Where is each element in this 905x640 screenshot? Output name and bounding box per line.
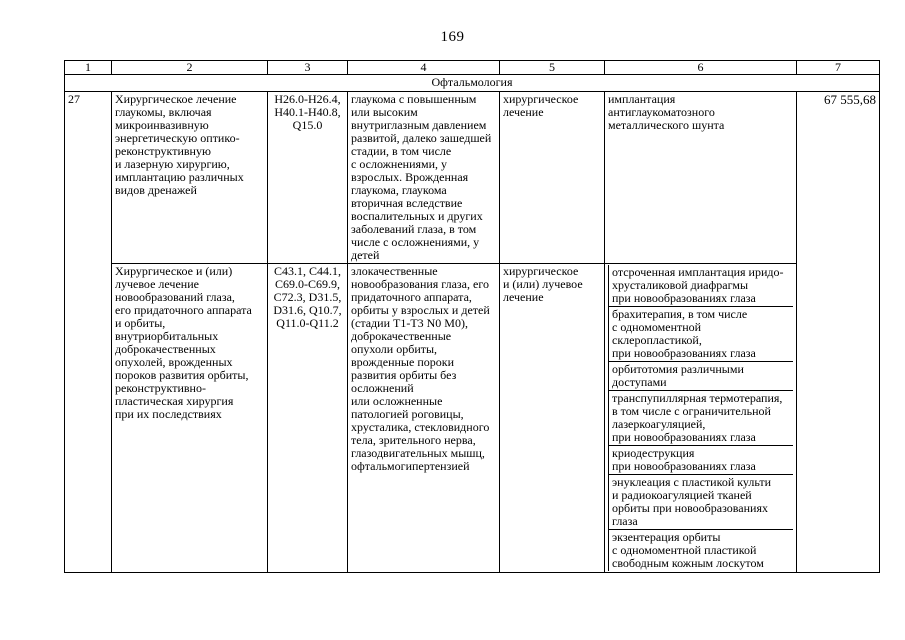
header-col-2: 2 (112, 61, 268, 75)
text-line: и (или) лучевое (503, 277, 583, 291)
treatment-kind-cell (500, 92, 605, 264)
patient-model-cell (348, 92, 500, 264)
text-line: C72.3, D31.5, (273, 290, 342, 304)
text-line: глаукома, глаукома (351, 183, 447, 197)
text-line: заболеваний глаза, в том (351, 222, 477, 236)
text-line: опухолей, врожденных (115, 355, 233, 369)
text-line: осложнений (351, 381, 414, 395)
text-line: новообразования глаза, его (351, 277, 489, 291)
text-line: реконструктивно- (115, 381, 206, 395)
text-line: Q11.0-Q11.2 (276, 316, 339, 330)
text-line: числе с осложнениями, у (351, 235, 480, 249)
text-line: развития орбиты без (351, 368, 457, 382)
text-line: криодеструкция (612, 446, 695, 460)
page-number: 169 (440, 29, 465, 45)
text-line: лечение (503, 290, 544, 304)
text-line: C43.1, C44.1, (273, 264, 341, 278)
text-line: Q15.0 (292, 118, 323, 132)
text-line: при новообразованиях глаза (612, 291, 756, 305)
text-line: глаукома с повышенным (351, 92, 477, 106)
text-line: с одномоментной (612, 320, 702, 334)
text-line: новообразований глаза, (115, 290, 235, 304)
text-line: доброкачественные (351, 329, 452, 343)
price-cell: 67 555,68 (797, 92, 880, 573)
icd-codes-cell (268, 264, 348, 573)
text-line: внутриглазным давлением (351, 118, 487, 132)
text-line: H26.0-H26.4, (274, 92, 341, 106)
method-item (608, 475, 793, 530)
text-line: видов дренажей (115, 183, 197, 197)
text-line: лучевое лечение (115, 277, 199, 291)
text-line: хрусталика, стекловидного (351, 420, 490, 434)
text-line: и лазерную хирургию, (115, 157, 230, 171)
method-item (608, 362, 793, 391)
text-line: взрослых. Врожденная (351, 170, 469, 184)
treatment-kind-cell (500, 264, 605, 573)
procedures-table (64, 60, 880, 573)
treatment-methods-list (605, 264, 797, 573)
text-line: брахитерапия, в том числе (612, 307, 748, 321)
text-line: склеропластикой, (612, 333, 702, 347)
text-line: микроинвазивную (115, 118, 209, 132)
text-line: с осложнениями, у (351, 157, 448, 171)
text-line: развитой, далеко зашедшей (351, 131, 492, 145)
text-line: H40.1-H40.8, (274, 105, 341, 119)
text-line: при их последствиях (115, 407, 222, 421)
text-line: орбиты у взрослых и детей (351, 303, 490, 317)
treatment-method-cell (605, 92, 797, 264)
header-col-5: 5 (500, 61, 605, 75)
section-row (65, 75, 880, 92)
text-line: экзентерация орбиты (612, 530, 721, 544)
header-row (65, 61, 880, 75)
text-line: врожденные пороки (351, 355, 454, 369)
text-line: отсроченная имплантация иридо- (612, 265, 784, 279)
header-col-7: 7 (797, 61, 880, 75)
table-row (65, 264, 880, 573)
text-line: энуклеация с пластикой культи (612, 475, 772, 489)
text-line: патологией роговицы, (351, 407, 464, 421)
text-line: имплантацию различных (115, 170, 244, 184)
icd-codes-cell (268, 92, 348, 264)
text-line: его придаточного аппарата (115, 303, 252, 317)
header-col-1: 1 (65, 61, 112, 75)
text-line: или высоким (351, 105, 418, 119)
text-line: орбиты при новообразованиях (612, 501, 768, 515)
text-line: и орбиты, (115, 316, 166, 330)
text-line: вторичная вследствие (351, 196, 463, 210)
text-line: свободным кожным лоскутом (612, 556, 764, 570)
text-line: хирургическое (503, 92, 579, 106)
text-line: антиглаукоматозного (608, 105, 715, 119)
text-line: детей (351, 248, 380, 262)
text-line: с одномоментной пластикой (612, 543, 757, 557)
text-line: при новообразованиях глаза (612, 459, 756, 473)
method-item (608, 391, 793, 446)
text-line: пороков развития орбиты, (115, 368, 249, 382)
section-title: Офтальмология (65, 75, 880, 92)
text-line: офтальмогипертензией (351, 459, 470, 473)
text-line: энергетическую оптико- (115, 131, 240, 145)
text-line: стадии, в том числе (351, 144, 452, 158)
text-line: глаза (612, 514, 638, 528)
text-line: придаточного аппарата, (351, 290, 472, 304)
text-line: доброкачественных (115, 342, 216, 356)
method-item (608, 530, 793, 571)
row-number: 27 (65, 92, 112, 573)
patient-model-cell (348, 264, 500, 573)
text-line: D31.6, Q10.7, (273, 303, 342, 317)
text-line: внутриорбитальных (115, 329, 219, 343)
text-line: глазодвигательных мышц, (351, 446, 485, 460)
treatment-type-cell (112, 92, 268, 264)
text-line: пластическая хирургия (115, 394, 234, 408)
table-row (65, 92, 880, 264)
header-col-6: 6 (605, 61, 797, 75)
text-line: опухоли орбиты, (351, 342, 438, 356)
text-line: тела, зрительного нерва, (351, 433, 476, 447)
text-line: имплантация (608, 92, 676, 106)
text-line: в том числе с ограничительной (612, 404, 771, 418)
method-item (608, 265, 793, 307)
text-line: Хирургическое и (или) (115, 264, 233, 278)
text-line: хирургическое (503, 264, 579, 278)
text-line: при новообразованиях глаза (612, 430, 756, 444)
text-line: воспалительных и других (351, 209, 483, 223)
text-line: хрусталиковой диафрагмы (612, 278, 749, 292)
text-line: злокачественные (351, 264, 438, 278)
text-line: доступами (612, 375, 667, 389)
text-line: или осложненные (351, 394, 443, 408)
text-line: C69.0-C69.9, (274, 277, 340, 291)
text-line: орбитотомия различными (612, 362, 744, 376)
text-line: Хирургическое лечение (115, 92, 237, 106)
method-item (608, 446, 793, 475)
method-item (608, 307, 793, 362)
text-line: реконструктивную (115, 144, 211, 158)
text-line: транспупиллярная термотерапия, (612, 391, 783, 405)
text-line: лазеркоагуляцией, (612, 417, 706, 431)
text-line: (стадии T1-T3 N0 M0), (351, 316, 468, 330)
text-line: и радиокоагуляцией тканей (612, 488, 752, 502)
text-line: при новообразованиях глаза (612, 346, 756, 360)
text-line: глаукомы, включая (115, 105, 212, 119)
text-line: лечение (503, 105, 544, 119)
text-line: металлического шунта (608, 118, 725, 132)
header-col-3: 3 (268, 61, 348, 75)
treatment-type-cell (112, 264, 268, 573)
header-col-4: 4 (348, 61, 500, 75)
